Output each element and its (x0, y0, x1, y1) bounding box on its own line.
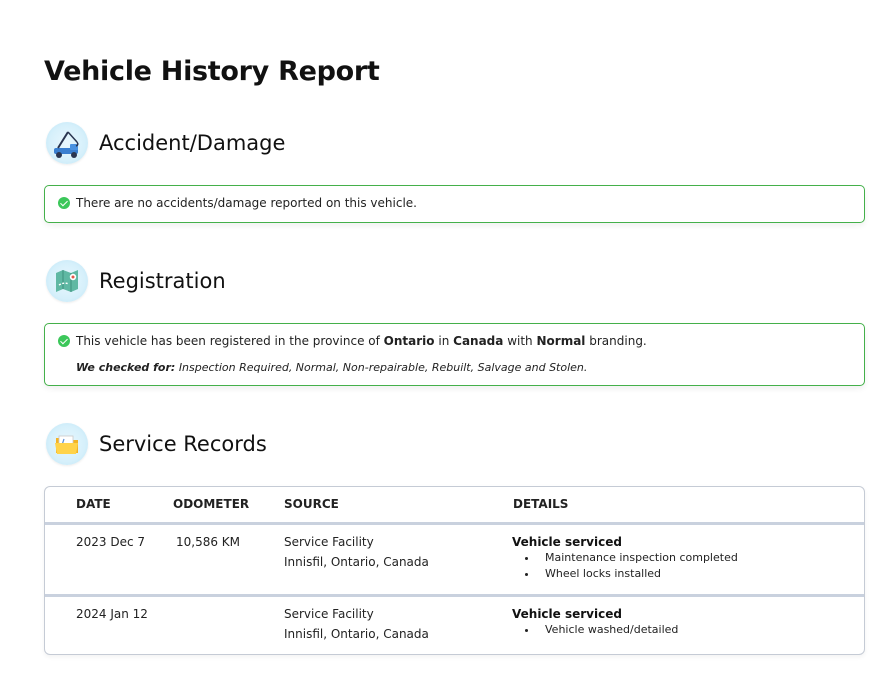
column-header-date: DATE (76, 497, 111, 511)
row-odometer: 10,586 KM (176, 535, 241, 549)
column-header-odometer: ODOMETER (173, 497, 250, 511)
registration-province: Ontario (383, 334, 435, 348)
row-source-name: Service Facility (284, 607, 374, 621)
row-divider (45, 594, 864, 597)
registration-msg-in: in (438, 334, 450, 348)
service-section-title: Service Records (99, 432, 267, 456)
checked-for-list: Inspection Required, Normal, Non-repairable, Rebuilt, Salvage and Stolen. (178, 361, 588, 374)
row-details-list (512, 550, 738, 582)
row-source (284, 604, 429, 644)
accident-section-header (46, 122, 285, 164)
list-item: Maintenance inspection completed (512, 550, 738, 566)
row-source-location: Innisfil, Ontario, Canada (284, 627, 429, 641)
column-header-source: SOURCE (284, 497, 339, 511)
checked-for-label: We checked for: (76, 361, 176, 374)
service-section-header (46, 423, 267, 465)
registration-status-box (44, 323, 865, 386)
row-source-location: Innisfil, Ontario, Canada (284, 555, 429, 569)
check-circle-icon (58, 335, 70, 347)
list-item: Wheel locks installed (512, 566, 738, 582)
accident-message: There are no accidents/damage reported on this vehicle. (76, 196, 417, 210)
row-details (512, 534, 738, 582)
row-details (512, 606, 678, 638)
list-item: Vehicle washed/detailed (512, 622, 678, 638)
row-date: 2023 Dec 7 (76, 535, 146, 549)
accident-section-title: Accident/Damage (99, 131, 286, 155)
check-circle-icon (58, 197, 70, 209)
registration-msg-with: with (507, 334, 533, 348)
accident-status-line (58, 196, 417, 210)
header-divider (45, 522, 864, 525)
page-title: Vehicle History Report (44, 56, 380, 87)
row-details-list (512, 622, 678, 638)
row-details-title: Vehicle serviced (512, 535, 622, 549)
folder-icon (46, 423, 88, 465)
row-source-name: Service Facility (284, 535, 374, 549)
service-records-table (44, 486, 865, 655)
registration-country: Canada (453, 334, 504, 348)
column-header-details: DETAILS (513, 497, 569, 511)
registration-branding: Normal (536, 334, 586, 348)
accident-status-box (44, 185, 865, 223)
registration-msg-suffix: branding. (589, 334, 647, 348)
row-details-title: Vehicle serviced (512, 607, 622, 621)
registration-checked-for (76, 361, 587, 374)
row-source (284, 532, 429, 572)
registration-msg-prefix: This vehicle has been registered in the province of (76, 334, 380, 348)
row-date: 2024 Jan 12 (76, 607, 148, 621)
registration-section-header (46, 260, 226, 302)
tow-truck-icon (46, 122, 88, 164)
registration-section-title: Registration (99, 269, 226, 293)
registration-status-line (58, 334, 647, 348)
map-icon (46, 260, 88, 302)
